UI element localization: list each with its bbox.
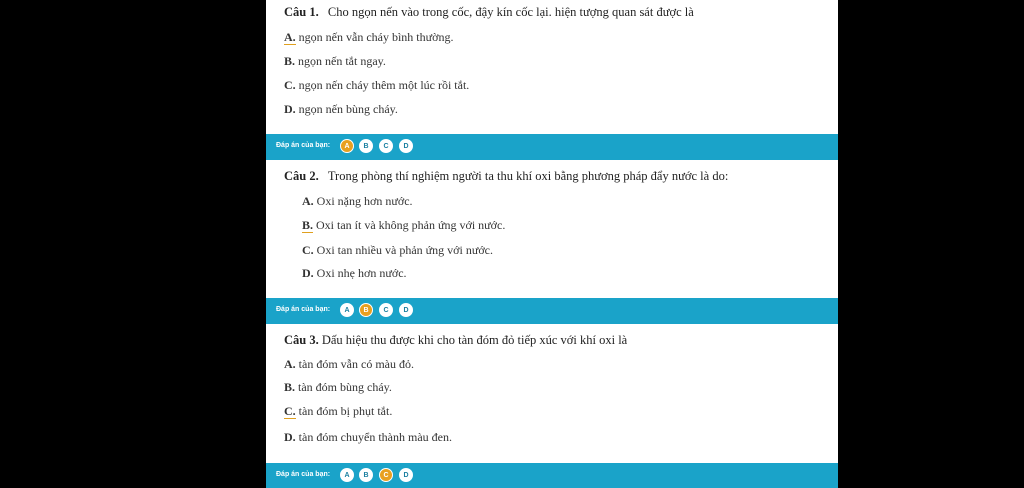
question-title: Câu 3. Dấu hiệu thu được khi cho tàn đóm đỏ tiếp xúc với khí oxi là (284, 333, 628, 347)
choice-a[interactable]: A (340, 468, 354, 482)
option-a: A. tàn đóm vẫn có màu đỏ. (284, 357, 414, 371)
choice-c[interactable]: C (379, 139, 393, 153)
choice-a[interactable]: A (340, 139, 354, 153)
quiz-panel (266, 0, 838, 488)
answer-bar-1 (266, 134, 838, 160)
option-b: B. ngọn nến tắt ngay. (284, 54, 386, 68)
question-title: Câu 1. Cho ngọn nến vào trong cốc, đậy kín cốc lại. hiện tượng quan sát được là (284, 5, 694, 19)
option-c: C. Oxi tan nhiều và phản ứng với nước. (302, 243, 494, 257)
answer-bar-2 (266, 298, 838, 324)
option-a: A. ngọn nến vẫn cháy bình thường. (284, 30, 454, 44)
choice-d[interactable]: D (399, 139, 413, 153)
choice-b[interactable]: B (359, 468, 373, 482)
option-b: B. tàn đóm bùng cháy. (284, 380, 392, 394)
option-c: C. tàn đóm bị phụt tắt. (284, 404, 393, 418)
choice-b[interactable]: B (359, 303, 373, 317)
answer-bar-3 (266, 463, 838, 488)
answer-bar-label: Đáp án của bạn: (276, 306, 331, 313)
option-d: D. ngọn nến bùng cháy. (284, 102, 398, 116)
option-d: D. Oxi nhẹ hơn nước. (302, 266, 407, 280)
option-d: D. tàn đóm chuyển thành màu đen. (284, 430, 452, 444)
choice-d[interactable]: D (399, 468, 413, 482)
choice-b[interactable]: B (359, 139, 373, 153)
option-c: C. ngọn nến cháy thêm một lúc rồi tắt. (284, 78, 470, 92)
option-a: A. Oxi nặng hơn nước. (302, 194, 413, 208)
choice-d[interactable]: D (399, 303, 413, 317)
choice-c[interactable]: C (379, 303, 393, 317)
option-b: B. Oxi tan ít và không phản ứng với nước. (302, 218, 506, 232)
question-title: Câu 2. Trong phòng thí nghiệm người ta thu khí oxi bằng phương pháp đẩy nước là do: (284, 169, 729, 183)
choice-a[interactable]: A (340, 303, 354, 317)
answer-bar-label: Đáp án của bạn: (276, 471, 331, 478)
answer-bar-label: Đáp án của bạn: (276, 142, 331, 149)
choice-c[interactable]: C (379, 468, 393, 482)
